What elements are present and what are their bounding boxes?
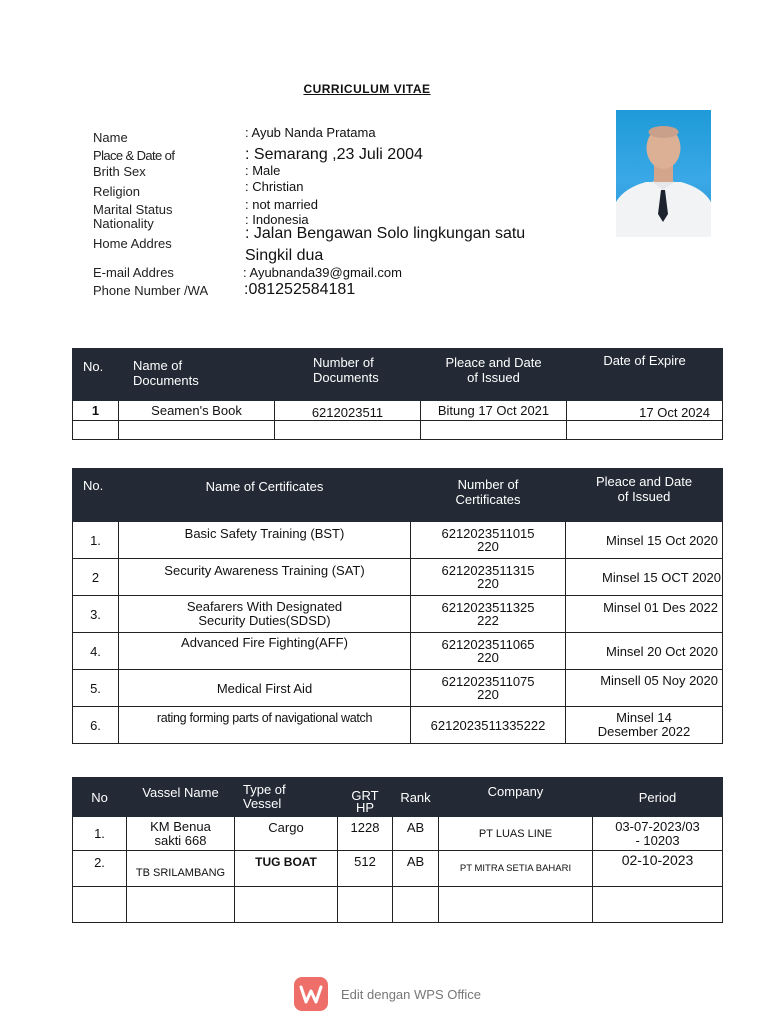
sex-value: : Male [245, 163, 281, 178]
header-rank: Rank [393, 778, 439, 817]
page-title: CURRICULUM VITAE [303, 82, 431, 96]
cert-no: 4. [73, 633, 119, 670]
empty-cell [235, 887, 338, 923]
table-row [73, 707, 723, 744]
table-row [73, 887, 723, 923]
header-name-of-certificates: Name of Certificates [119, 469, 411, 522]
place-label: Place & Date of [93, 148, 175, 163]
exp-rank: AB [393, 817, 439, 851]
experience-header-row [73, 778, 723, 817]
cert-name: Basic Safety Training (BST) [119, 522, 411, 559]
email-value: : Ayubnanda39@gmail.com [243, 265, 402, 280]
cert-number: 6212023511075 220 [411, 670, 566, 707]
cert-issued: Minsel 01 Des 2022 [566, 596, 723, 633]
cert-number: 6212023511325 222 [411, 596, 566, 633]
doc-name: Seamen's Book [119, 401, 275, 421]
cert-issued: Minsel 15 OCT 2020 [566, 559, 723, 596]
empty-cell [73, 887, 127, 923]
table-row [73, 817, 723, 851]
cert-no: 3. [73, 596, 119, 633]
doc-number: 6212023511 [275, 401, 421, 421]
cert-no: 2 [73, 559, 119, 596]
header-date-of-expire: Date of Expire [567, 349, 723, 401]
wps-logo-icon [294, 977, 328, 1011]
marital-label: Marital Status [93, 202, 173, 217]
cert-name: Medical First Aid [119, 670, 411, 707]
exp-company: PT LUAS LINE [439, 817, 593, 851]
header-number-of-documents: Number of Documents [275, 349, 421, 401]
address-label: Home Addres [93, 236, 172, 251]
empty-cell [127, 887, 235, 923]
marital-value: : not married [245, 197, 318, 212]
exp-period: 02-10-2023 [593, 851, 723, 887]
header-number-of-certificates: Number of Certificates [411, 469, 566, 522]
empty-cell [275, 421, 421, 440]
exp-period: 03-07-2023/03 - 10203 [593, 817, 723, 851]
table-row [73, 851, 723, 887]
person-portrait-icon [616, 110, 711, 237]
empty-cell [421, 421, 567, 440]
documents-header-row [73, 349, 723, 401]
exp-no: 2. [73, 851, 127, 887]
header-name-of-documents: Name of Documents [119, 349, 275, 401]
header-grt-hp: GRT HP [338, 778, 393, 817]
table-row [73, 633, 723, 670]
exp-rank: AB [393, 851, 439, 887]
wps-w-icon [294, 977, 328, 1011]
nationality-label: Nationality [93, 216, 154, 231]
name-value: : Ayub Nanda Pratama [245, 125, 376, 140]
header-place-date-issued: Pleace and Date of Issued [566, 469, 723, 522]
empty-cell [338, 887, 393, 923]
cert-number: 6212023511065 220 [411, 633, 566, 670]
documents-table [72, 348, 723, 440]
cert-number: 6212023511015 220 [411, 522, 566, 559]
place-value: : Semarang ,23 Juli 2004 [245, 146, 423, 163]
header-no: No. [73, 469, 119, 522]
profile-photo [616, 110, 711, 237]
header-vassel-name: Vassel Name [127, 778, 235, 817]
cert-name: Seafarers With Designated Security Duties(SDSD) [119, 596, 411, 633]
cert-issued: Minsel 20 Oct 2020 [566, 633, 723, 670]
empty-cell [73, 421, 119, 440]
cert-issued: Minsell 05 Noy 2020 [566, 670, 723, 707]
empty-cell [439, 887, 593, 923]
phone-value: :081252584181 [244, 281, 356, 298]
religion-label: Religion [93, 184, 140, 199]
table-row [73, 401, 723, 421]
brith-label: Brith Sex [93, 164, 146, 179]
nationality-value: : Indonesia [245, 212, 309, 227]
table-row [73, 421, 723, 440]
exp-no: 1. [73, 817, 127, 851]
exp-grt: 1228 [338, 817, 393, 851]
religion-value: : Christian [245, 179, 304, 194]
header-place-date-issued: Pleace and Date of Issued [421, 349, 567, 401]
address-value-line2: Singkil dua [245, 247, 324, 264]
cert-no: 1. [73, 522, 119, 559]
table-row [73, 670, 723, 707]
empty-cell [593, 887, 723, 923]
header-no: No [73, 778, 127, 817]
cert-number: 6212023511335222 [411, 707, 566, 744]
email-label: E-mail Addres [93, 265, 174, 280]
header-company: Company [439, 778, 593, 817]
doc-issued: Bitung 17 Oct 2021 [421, 401, 567, 421]
wps-edit-text[interactable]: Edit dengan WPS Office [341, 987, 481, 1002]
cert-issued: Minsel 14 Desember 2022 [566, 707, 723, 744]
doc-no: 1 [73, 401, 119, 421]
exp-grt: 512 [338, 851, 393, 887]
cert-name: rating forming parts of navigational watch [119, 707, 411, 744]
table-row [73, 596, 723, 633]
exp-vessel-name: TB SRILAMBANG [127, 851, 235, 887]
cert-issued: Minsel 15 Oct 2020 [566, 522, 723, 559]
cert-no: 5. [73, 670, 119, 707]
certificates-header-row [73, 469, 723, 522]
table-row [73, 559, 723, 596]
exp-vessel-type: TUG BOAT [235, 851, 338, 887]
cert-name: Security Awareness Training (SAT) [119, 559, 411, 596]
empty-cell [393, 887, 439, 923]
name-label: Name [93, 130, 128, 145]
exp-vessel-type: Cargo [235, 817, 338, 851]
phone-label: Phone Number /WA [93, 283, 209, 298]
table-row [73, 522, 723, 559]
header-period: Period [593, 778, 723, 817]
cert-name: Advanced Fire Fighting(AFF) [119, 633, 411, 670]
header-type-of-vessel: Type of Vessel [235, 778, 338, 817]
exp-company: PT MITRA SETIA BAHARI [439, 851, 593, 887]
empty-cell [567, 421, 723, 440]
doc-expire: 17 Oct 2024 [567, 401, 723, 421]
exp-vessel-name: KM Benua sakti 668 [127, 817, 235, 851]
address-value-line1: : Jalan Bengawan Solo lingkungan satu [245, 225, 526, 242]
cert-no: 6. [73, 707, 119, 744]
header-no: No. [73, 349, 119, 401]
certificates-table [72, 468, 723, 744]
cert-number: 6212023511315 220 [411, 559, 566, 596]
empty-cell [119, 421, 275, 440]
experience-table [72, 777, 723, 923]
